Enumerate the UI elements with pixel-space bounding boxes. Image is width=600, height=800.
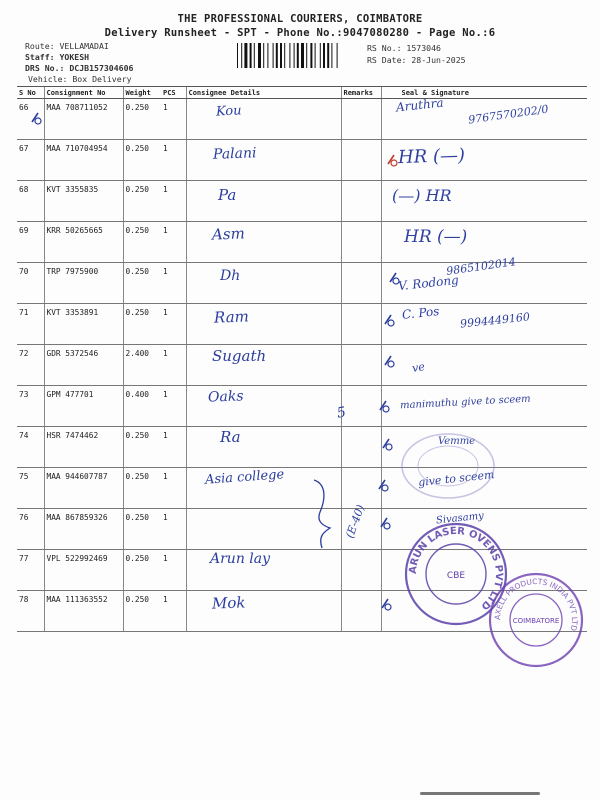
row-sno: 66 xyxy=(17,99,44,140)
row-weight: 0.250 xyxy=(123,99,161,140)
row-consignment: TRP 7975900 xyxy=(44,263,123,304)
row-sno: 68 xyxy=(17,181,44,222)
row-sno: 74 xyxy=(17,427,44,468)
row-weight: 0.250 xyxy=(123,427,161,468)
document-subtitle: Delivery Runsheet - SPT - Phone No.:9047080280 - Page No.:6 xyxy=(104,27,496,39)
check-mark-icon xyxy=(383,312,397,328)
row-weight: 0.400 xyxy=(123,386,161,427)
row-pcs: 1 xyxy=(161,427,186,468)
table-row xyxy=(17,140,587,181)
row-pcs: 1 xyxy=(161,99,186,140)
row-consignment: MAA 111363552 xyxy=(44,591,123,632)
row-consignee-cell[interactable] xyxy=(186,140,341,181)
row-remarks-cell[interactable] xyxy=(341,99,381,140)
company-seal-stamp-2 xyxy=(486,570,586,670)
row-weight: 0.250 xyxy=(123,509,161,550)
row-remarks-cell[interactable] xyxy=(341,345,381,386)
row-remarks-cell[interactable] xyxy=(341,181,381,222)
row-consignment: MAA 710704954 xyxy=(44,140,123,181)
handwritten-consignee: Ram xyxy=(213,307,250,327)
row-sno: 76 xyxy=(17,509,44,550)
stamp2-ring-text: AXELL PRODUCTS INDIA PVT LTD xyxy=(492,576,580,632)
col-remarks: Remarks xyxy=(341,87,381,99)
row-consignment: GDR 5372546 xyxy=(44,345,123,386)
handwritten-signature: ve xyxy=(410,359,426,376)
faint-stamp-icon xyxy=(398,430,498,502)
document-title: THE PROFESSIONAL COURIERS, COIMBATORE xyxy=(177,13,423,25)
row-weight: 2.400 xyxy=(123,345,161,386)
barcode-icon xyxy=(236,43,360,68)
handwritten-signature: give to sceem xyxy=(417,468,496,489)
row-pcs: 1 xyxy=(161,591,186,632)
row-remarks-cell[interactable] xyxy=(341,550,381,591)
col-weight: Weight xyxy=(123,87,161,99)
scan-edge-mark xyxy=(420,792,540,795)
row-consignee-cell[interactable] xyxy=(186,99,341,140)
row-sno: 71 xyxy=(17,304,44,345)
check-mark-icon xyxy=(383,353,397,369)
row-remarks-cell[interactable] xyxy=(341,591,381,632)
row-remarks-cell[interactable] xyxy=(341,140,381,181)
row-weight: 0.250 xyxy=(123,222,161,263)
handwritten-signer-name: V. Rodong xyxy=(397,272,460,294)
row-pcs: 1 xyxy=(161,386,186,427)
row-consignment: KVT 3353891 xyxy=(44,304,123,345)
check-mark-icon xyxy=(377,477,391,493)
row-weight: 0.250 xyxy=(123,550,161,591)
handwritten-consignee: Asia college xyxy=(204,467,285,488)
side-note-73: 5 xyxy=(335,404,348,422)
handwritten-signature: HR (—) xyxy=(397,144,466,169)
row-consignee-cell[interactable] xyxy=(186,304,341,345)
col-sno: S No xyxy=(17,87,44,99)
row-pcs: 1 xyxy=(161,304,186,345)
table-row xyxy=(17,181,587,222)
row-remarks-cell[interactable] xyxy=(341,304,381,345)
row-consignee-cell[interactable] xyxy=(186,222,341,263)
table-row xyxy=(17,345,587,386)
stamp2-center-text: COIMBATORE xyxy=(512,617,560,625)
handwritten-signature: 9767570202/0 xyxy=(467,102,550,127)
row-consignee-cell[interactable] xyxy=(186,427,341,468)
check-mark-icon xyxy=(30,110,44,126)
row-consignee-cell[interactable] xyxy=(186,263,341,304)
handwritten-signature: HR (—) xyxy=(404,227,468,247)
row-consignment: KVT 3355835 xyxy=(44,181,123,222)
row-pcs: 1 xyxy=(161,181,186,222)
stamp1-center-text: CBE xyxy=(446,571,466,581)
row-sno: 69 xyxy=(17,222,44,263)
handwritten-consignee: Arun lay xyxy=(210,551,271,567)
check-mark-icon xyxy=(386,152,400,168)
check-mark-icon xyxy=(388,270,402,286)
check-mark-icon xyxy=(379,515,393,531)
drs-number: DRS No.: DCJB157304606 xyxy=(25,63,134,73)
row-consignment: MAA 867859326 xyxy=(44,509,123,550)
row-remarks-cell[interactable] xyxy=(341,386,381,427)
row-consignment: GPM 477701 xyxy=(44,386,123,427)
row-consignee-cell[interactable] xyxy=(186,181,341,222)
handwritten-consignee: Sugath xyxy=(212,347,267,365)
row-consignment: MAA 708711052 xyxy=(44,99,123,140)
handwritten-consignee: Kou xyxy=(215,103,242,120)
row-weight: 0.250 xyxy=(123,181,161,222)
row-sno: 70 xyxy=(17,263,44,304)
col-seal-signature: Seal & Signature xyxy=(381,87,587,99)
handwritten-signer-name: Aruthra xyxy=(395,95,445,115)
route-label: Route: VELLAMADAI xyxy=(25,41,109,51)
brace-mark-icon xyxy=(300,478,340,553)
handwritten-consignee: Mok xyxy=(211,593,246,613)
check-mark-icon xyxy=(378,398,392,414)
row-remarks-cell[interactable] xyxy=(341,468,381,509)
row-consignment: VPL 522992469 xyxy=(44,550,123,591)
row-sno: 75 xyxy=(17,468,44,509)
handwritten-consignee: Dh xyxy=(220,268,241,284)
handwritten-signature: (—) HR xyxy=(392,186,452,205)
handwritten-signature: Sivasamy xyxy=(435,510,485,527)
row-sno: 67 xyxy=(17,140,44,181)
row-weight: 0.250 xyxy=(123,304,161,345)
handwritten-consignee: Asm xyxy=(211,224,246,244)
table-header-row xyxy=(17,87,587,99)
col-consignee: Consignee Details xyxy=(186,87,341,99)
row-pcs: 1 xyxy=(161,345,186,386)
side-note-75: (E-40) xyxy=(343,503,368,540)
vehicle-label: Vehicle: Box Delivery xyxy=(28,74,132,84)
handwritten-consignee: Pa xyxy=(218,186,237,204)
handwritten-signer-name: C. Pos xyxy=(401,304,440,322)
row-weight: 0.250 xyxy=(123,263,161,304)
stamp1-ring-text: ARUN LASER OVENS PVT LTD xyxy=(407,525,505,612)
row-pcs: 1 xyxy=(161,222,186,263)
row-remarks-cell[interactable] xyxy=(341,427,381,468)
table-row xyxy=(17,427,587,468)
check-mark-icon xyxy=(380,596,394,612)
row-pcs: 1 xyxy=(161,550,186,591)
staff-label: Staff: YOKESH xyxy=(25,52,90,62)
handwritten-signature: 9865102014 xyxy=(445,255,517,278)
row-consignee-cell[interactable] xyxy=(186,591,341,632)
handwritten-signature: manimuthu give to sceem xyxy=(399,393,531,412)
check-mark-icon xyxy=(381,436,395,452)
row-consignment: MAA 944607787 xyxy=(44,468,123,509)
row-remarks-cell[interactable] xyxy=(341,263,381,304)
rs-date: RS Date: 28-Jun-2025 xyxy=(367,55,466,65)
row-weight: 0.250 xyxy=(123,468,161,509)
handwritten-consignee: Ra xyxy=(220,428,241,446)
handwritten-signature: Vemme xyxy=(438,436,476,447)
row-sno: 72 xyxy=(17,345,44,386)
row-sno: 77 xyxy=(17,550,44,591)
handwritten-consignee: Oaks xyxy=(207,388,244,406)
row-remarks-cell[interactable] xyxy=(341,222,381,263)
row-consignment: KRR 50265665 xyxy=(44,222,123,263)
row-weight: 0.250 xyxy=(123,140,161,181)
row-weight: 0.250 xyxy=(123,591,161,632)
rs-number: RS No.: 1573046 xyxy=(367,43,441,53)
row-consignment: HSR 7474462 xyxy=(44,427,123,468)
row-pcs: 1 xyxy=(161,468,186,509)
row-sno: 78 xyxy=(17,591,44,632)
row-pcs: 1 xyxy=(161,509,186,550)
col-pcs: PCS xyxy=(161,87,186,99)
handwritten-consignee: Palani xyxy=(212,145,257,163)
row-pcs: 1 xyxy=(161,263,186,304)
row-sno: 73 xyxy=(17,386,44,427)
handwritten-signature: 9994449160 xyxy=(459,310,531,331)
col-consignment: Consignment No xyxy=(44,87,123,99)
row-pcs: 1 xyxy=(161,140,186,181)
